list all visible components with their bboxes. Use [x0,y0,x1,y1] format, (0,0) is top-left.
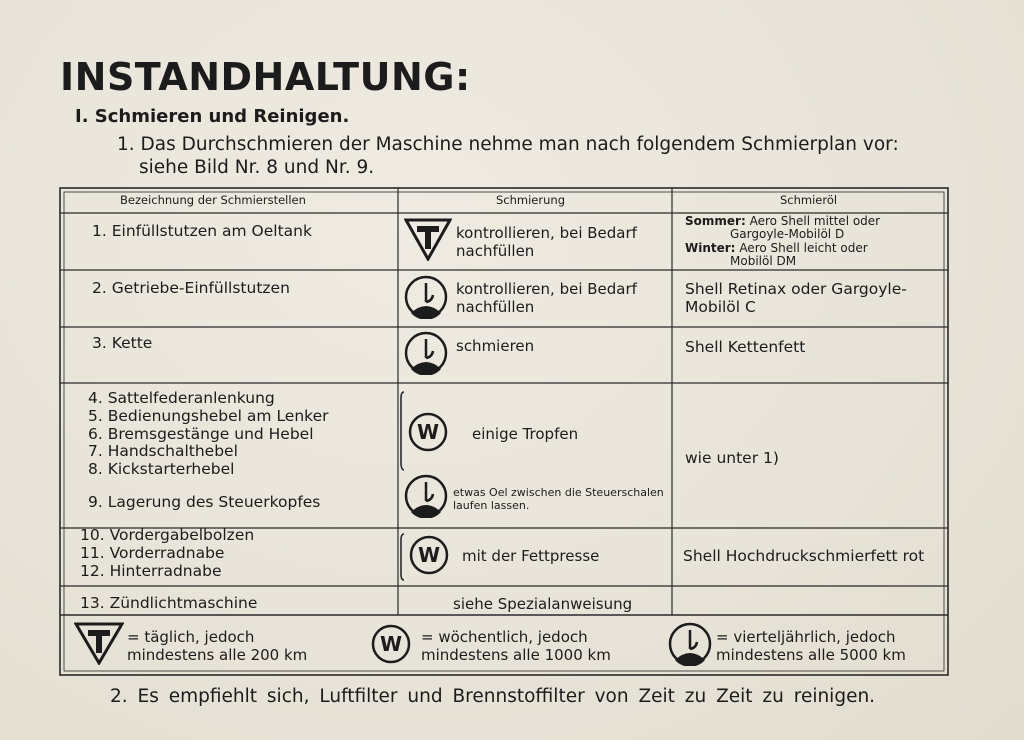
svg-text:W: W [416,420,440,444]
weekly-icon [408,412,448,452]
oil-1-summer: Sommer: Aero Shell mittel oder [685,214,881,228]
page-title: INSTANDHALTUNG: [60,55,471,99]
point-6: 6. Bremsgestänge und Hebel [88,425,314,443]
svg-text:W: W [379,632,403,656]
oil-4-9: wie unter 1) [685,449,779,467]
oil-1-winter-cont: Mobilöl DM [730,254,797,268]
quarterly-icon [404,331,448,375]
point-7: 7. Handschalthebel [88,442,238,460]
lubrication-9: etwas Oel zwischen die Steuerschalen laufen lassen. [453,486,664,512]
point-8: 8. Kickstarterhebel [88,460,235,478]
point-9: 9. Lagerung des Steuerkopfes [88,493,321,511]
legend-weekly: = wöchentlich, jedoch mindestens alle 1000 km [421,628,611,664]
weekly-icon [371,624,411,664]
weekly-icon [409,535,449,575]
intro-line-1: 1. Das Durchschmieren der Maschine nehme man nach folgendem Schmierplan vor: [117,134,899,155]
point-10: 10. Vordergabelbolzen [80,526,255,544]
footer-note: 2. Es empfiehlt sich, Luftfilter und Brennstoffilter von Zeit zu Zeit zu reinigen. [110,686,876,707]
oil-3: Shell Kettenfett [685,338,806,356]
point-4: 4. Sattelfederanlenkung [88,389,275,407]
t-triangle-icon [74,621,124,665]
legend-daily: = täglich, jedoch mindestens alle 200 km [127,628,308,664]
oil-10-12: Shell Hochdruckschmierfett rot [683,547,925,565]
point-2: 2. Getriebe-Einfüllstutzen [92,279,290,297]
oil-2: Shell Retinax oder Gargoyle-Mobilöl C [685,280,907,316]
lubrication-1: kontrollieren, bei Bedarf nachfüllen [456,224,637,260]
lubrication-13: siehe Spezialanweisung [453,595,633,613]
point-11: 11. Vorderradnabe [80,544,225,562]
quarterly-icon [404,275,448,319]
point-1: 1. Einfüllstutzen am Oeltank [92,222,312,240]
point-3: 3. Kette [92,334,153,352]
intro-line-2: siehe Bild Nr. 8 und Nr. 9. [139,157,375,178]
svg-text:W: W [417,543,441,567]
legend-quarterly: = vierteljährlich, jedoch mindestens alle 5000 km [716,628,906,664]
point-13: 13. Zündlichtmaschine [80,594,258,612]
section-heading: I. Schmieren und Reinigen. [75,106,350,127]
lubrication-2: kontrollieren, bei Bedarf nachfüllen [456,280,637,316]
oil-1-winter: Winter: Aero Shell leicht oder [685,241,868,255]
lubrication-10-12: mit der Fettpresse [462,547,600,565]
oil-1-summer-cont: Gargoyle-Mobilöl D [730,227,845,241]
header-lubrication: Schmierung [496,193,565,207]
header-points: Bezeichnung der Schmierstellen [120,193,306,207]
quarterly-icon [404,474,448,518]
point-5: 5. Bedienungshebel am Lenker [88,407,329,425]
header-oil: Schmieröl [780,193,838,207]
lubrication-4-8: einige Tropfen [472,425,579,443]
lubrication-3: schmieren [456,337,535,355]
point-12: 12. Hinterradnabe [80,562,222,580]
t-triangle-icon [404,217,452,261]
quarterly-icon [668,622,712,666]
